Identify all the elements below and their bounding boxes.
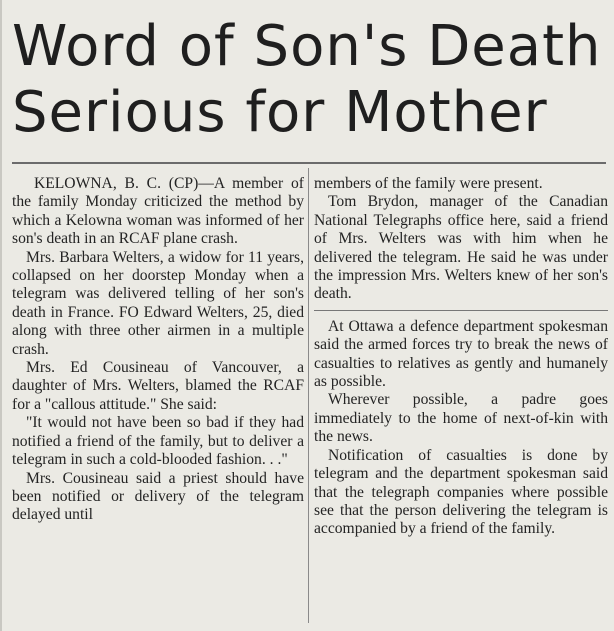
paragraph: Notification of casualties is done by telegram and the department spokesman said that the telegraph companies where possible see that the person delivering the telegram is accompanied by a friend of the family. [314,446,608,538]
headline-line-2: Serious for Mother [12,80,548,145]
paragraph: Tom Brydon, manager of the Canadian National Telegraphs office here, said a friend of Mrs. Welters was with him when he delivered the telegram. He said he was under the impression Mrs. Welters knew of her son's death. [314,193,608,303]
paragraph: "It would not have been so bad if they had notified a friend of the family, but to deliver a telegram in such a cold-blooded fashion. . ." [12,414,304,469]
paragraph: Mrs. Cousineau said a priest should have been notified or delivery of the telegram delayed until [12,469,304,524]
paragraph: At Ottawa a defence department spokesman said the armed forces try to break the news of casualties to relatives as gently and humanely as possible. [314,317,608,391]
headline-line-1: Word of Son's Death [12,14,602,79]
headline-rule [12,162,606,164]
article-column-right [314,175,608,539]
article-column-left [12,175,304,525]
headline [12,14,612,146]
paragraph: Mrs. Barbara Welters, a widow for 11 years, collapsed on her doorstep Monday when a telegram was delivered telling of her son's death in France. FO Edward Welters, 25, died along with three other airmen in a multiple crash. [12,248,304,358]
paragraph: Mrs. Ed Cousineau of Vancouver, a daughter of Mrs. Welters, blamed the RCAF for a "callous attitude." She said: [12,359,304,413]
column-divider [308,168,309,623]
paragraph: KELOWNA, B. C. (CP)—A member of the family Monday criticized the method by which a Kelowna woman was informed of her son's death in an RCAF plane crash. [12,175,304,248]
section-divider [314,310,608,311]
paragraph: members of the family were present. [314,175,543,192]
paragraph: Wherever possible, a padre goes immediately to the home of next-of-kin with the news. [314,391,608,446]
